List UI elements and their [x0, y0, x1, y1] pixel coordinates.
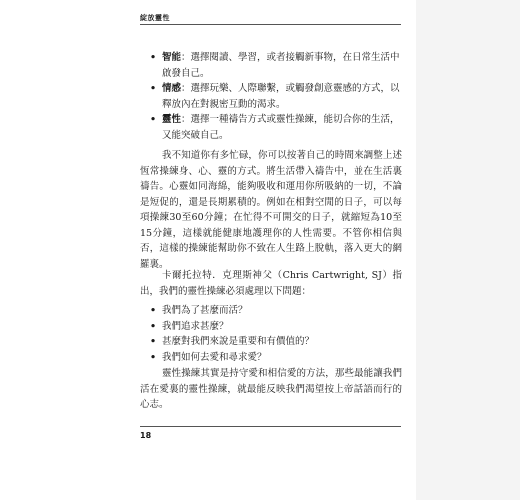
list-item: • 我們如何去愛和尋求愛？ — [150, 350, 400, 366]
list-item: • 我們為了甚麼而活？ — [150, 303, 400, 319]
list-item — [150, 81, 400, 112]
body-paragraph: 我不知道你有多忙碌，你可以按著自己的時間來調整上述恆常操練身、心、靈的方式。將生活帶入禱告中，並在生活裏禱告。心靈如同海綿，能夠吸收和運用你所吸納的一切，不論是短促的，還是長期累積的。例如在相對空閒的日子，可以每項操練30至60分鐘；在忙得不可開交的日子，就縮短為10至15分鐘，這樣就能健康地護理你的人性需要。不管你相信與否，這樣的操練能幫助你不致在人生路上脫軌，落入更大的網羅裏。 — [140, 150, 402, 270]
running-header: 綻放靈性 — [140, 14, 170, 22]
list-item-text: ：選擇閱讀、學習，或者接觸新事物，在日常生活中啟發自己。 — [162, 52, 400, 79]
list-item-text: ：選擇一種禱告方式或靈性操練，能切合你的生活，又能突破自己。 — [162, 114, 400, 141]
list-item: • 我們追求甚麼？ — [150, 319, 400, 335]
body-paragraph: 靈性操練其實是持守愛和相信愛的方法，那些最能讓我們活在愛裏的靈性操練，就最能反映我們渴望按上帝話語而行的心志。 — [140, 368, 402, 410]
body-paragraph: 卡爾托拉特．克理斯神父（Chris Cartwright, SJ）指出，我們的靈性操練必須處理以下問題： — [140, 270, 402, 297]
practice-list — [150, 50, 400, 143]
list-item — [150, 50, 400, 81]
list-item-text: ：選擇玩樂、人際聯繫，或觸發創意靈感的方式，以釋放內在對親密互動的渴求。 — [162, 83, 400, 110]
list-item: • 甚麼對我們來說是重要和有價值的？ — [150, 334, 400, 350]
footer-rule — [140, 426, 401, 427]
page-margin-shade — [416, 0, 520, 500]
header-rule — [140, 24, 401, 25]
list-item-term: 靈性 — [162, 114, 182, 125]
page-number: 18 — [140, 431, 152, 440]
question-list — [150, 303, 400, 365]
list-item — [150, 112, 400, 143]
list-item-term: 智能 — [162, 52, 182, 63]
list-item-term: 情感 — [162, 83, 182, 94]
